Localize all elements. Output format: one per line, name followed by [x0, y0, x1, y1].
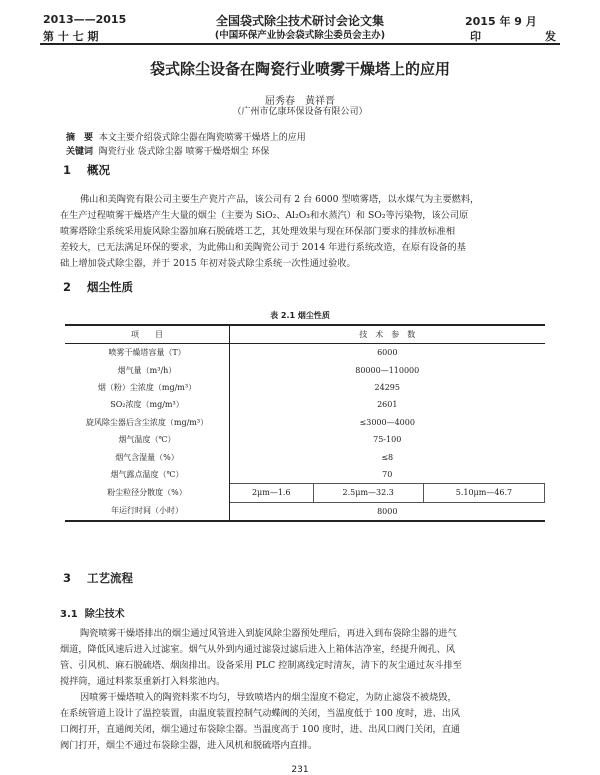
table-row-name: 年运行时间（小时）: [65, 502, 230, 521]
section-3-heading: [63, 570, 133, 586]
table-row: [65, 344, 545, 362]
journal-subtitle: (中国环保产业协会袋式除尘委员会主办): [214, 30, 386, 41]
subsection-3-1-paragraph: [60, 626, 542, 754]
table-row: [65, 379, 545, 396]
p1-line: 础上增加袋式除尘器，并于 2015 年初对袋式除尘系统一次性通过验收。: [60, 258, 356, 269]
table-row: [65, 502, 545, 521]
page-number: 231: [291, 765, 309, 775]
distribution-value: 5.10μm—46.7: [423, 484, 544, 502]
table-caption: 表 2.1 烟尘性质: [270, 311, 330, 320]
keywords: [66, 144, 269, 157]
table-row-value: 75-100: [373, 435, 402, 445]
section-2-number: 2: [63, 280, 72, 294]
affiliation: （广州市亿康环保设备有限公司）: [232, 107, 368, 117]
table-row: [65, 431, 545, 448]
table-row: [65, 414, 545, 431]
section-1-heading: [63, 162, 110, 178]
subsection-3-1-heading: [60, 605, 125, 620]
table-row-name: 喷雾干燥塔容量（T）: [65, 344, 230, 362]
table-col-item: 项 目: [65, 325, 230, 344]
table-row-name: SO₂浓度（mg/m³）: [65, 396, 230, 413]
subsection-3-1-title: 除尘技术: [84, 609, 125, 620]
table-row-value: 2601: [377, 400, 398, 410]
p31-line: 在系统管道上设计了温控装置，由温度装置控制气动蝶阀的关闭，当温度低于 100 度时，进、出风: [60, 708, 461, 719]
table-row-value: 70: [382, 469, 393, 479]
keywords-text: 陶瓷行业 袋式除尘器 喷雾干燥塔烟尘 环保: [98, 147, 270, 157]
table-row: [65, 466, 545, 484]
header-years: 2013——2015: [43, 13, 127, 26]
abstract-label: 摘 要: [66, 133, 94, 143]
header-date: 2015 年 9 月: [465, 15, 537, 28]
p31-line: 因喷雾干燥塔喷入的陶瓷料浆不均匀，导致喷塔内的烟尘湿度不稳定，为防止滤袋不被烧毁，: [80, 692, 457, 703]
table-row-value: 6000: [377, 348, 398, 358]
journal-title: 全国袋式除尘技术研讨会论文集: [215, 14, 384, 28]
smoke-properties-table: [65, 324, 545, 522]
section-1-number: 1: [63, 163, 72, 177]
table-row-name: 旋风除尘器后含尘浓度（mg/m³）: [65, 414, 230, 431]
section-1-title: 概况: [87, 163, 111, 177]
p1-line: 喷雾塔除尘系统采用旋风除尘器加麻石脱硫塔工艺，其处理效果与现在环保部门要求的排放标准相: [60, 226, 456, 237]
p31-line: 管、引风机、麻石脱硫塔、烟囱排出。设备采用 PLC 控制离线定时清灰，清下的灰尘通过灰斗排至: [60, 660, 462, 671]
section-3-number: 3: [63, 571, 72, 585]
table-row-name: 烟气露点温度（℃）: [65, 466, 230, 484]
p31-line: 阀门打开，烟尘不通过布袋除尘器，进入风机和脱硫塔内直排。: [60, 740, 318, 751]
authors: 屈秀春 黄祥晋: [265, 96, 335, 107]
section-2-title: 烟尘性质: [87, 280, 134, 294]
p31-line: 陶瓷喷雾干燥塔排出的烟尘通过风管进入到旋风除尘器预处理后，再进入到布袋除尘器的进气: [80, 628, 457, 639]
header-issue: 第 十 七 期: [43, 30, 99, 43]
table-row-name: 烟气温度（℃）: [65, 431, 230, 448]
header-print-right: 发: [545, 30, 556, 43]
p1-line: 在生产过程喷雾干燥塔产生大量的烟尘（主要为 SiO₂、Al₂O₃和水蒸汽）和 SO₂等污染物，该公司原: [60, 210, 469, 221]
header-rule: [40, 43, 560, 45]
keywords-label: 关键词: [66, 147, 94, 157]
table-row-value: 24295: [374, 382, 400, 392]
p1-line: 差较大，已无法满足环保的要求，为此佛山和美陶瓷公司于 2014 年进行系统改造，在原有设备的基: [60, 242, 466, 253]
distribution-value: 2μm—1.6: [230, 484, 314, 502]
table-row-distribution: [65, 484, 545, 502]
table-row: [65, 448, 545, 465]
table-row-value: ≤3000—4000: [359, 417, 415, 427]
table-row: [65, 361, 545, 378]
table-row: [65, 396, 545, 413]
table-col-param: 技 术 参 数: [230, 325, 545, 344]
p31-line: 口阀打开，直通阀关闭，烟尘通过布袋除尘器。当温度高于 100 度时，进、出风口阀门关闭，直通: [60, 724, 461, 735]
section-1-paragraph: [60, 192, 542, 272]
header-print-left: 印: [470, 30, 481, 43]
subsection-3-1-number: 3.1: [60, 609, 78, 620]
table-row-value: ≤8: [381, 452, 394, 462]
table-row-name: 烟气含湿量（%）: [65, 448, 230, 465]
table-row-name: 烟（粉）尘浓度（mg/m³）: [65, 379, 230, 396]
table-row-value: 8000: [230, 502, 545, 521]
section-3-title: 工艺流程: [87, 571, 134, 585]
table-row-name: 粉尘粒径分散度（%）: [65, 484, 230, 502]
table-row-value: 80000—110000: [355, 365, 420, 375]
abstract: [66, 130, 306, 143]
section-2-heading: [63, 279, 133, 295]
table-row-name: 烟气量（m³/h）: [65, 361, 230, 378]
table-header-row: [65, 325, 545, 344]
p31-line: 搅拌筒，通过料浆泵重新打入料浆池内。: [60, 676, 226, 687]
p1-line: 佛山和美陶瓷有限公司主要生产瓷片产品，该公司有 2 台 6000 型喷雾塔，以水煤气为主要燃料，: [80, 194, 480, 205]
p31-line: 烟道，降低风速后进入过滤室。烟气从外到内通过滤袋过滤后进入上箱体洁净室，经提升阀孔、风: [60, 644, 456, 655]
abstract-text: 本文主要介绍袋式除尘器在陶瓷喷雾干燥塔上的应用: [98, 133, 306, 143]
paper-title: 袋式除尘设备在陶瓷行业喷雾干燥塔上的应用: [149, 60, 450, 78]
distribution-value: 2.5μm—32.3: [313, 484, 423, 502]
